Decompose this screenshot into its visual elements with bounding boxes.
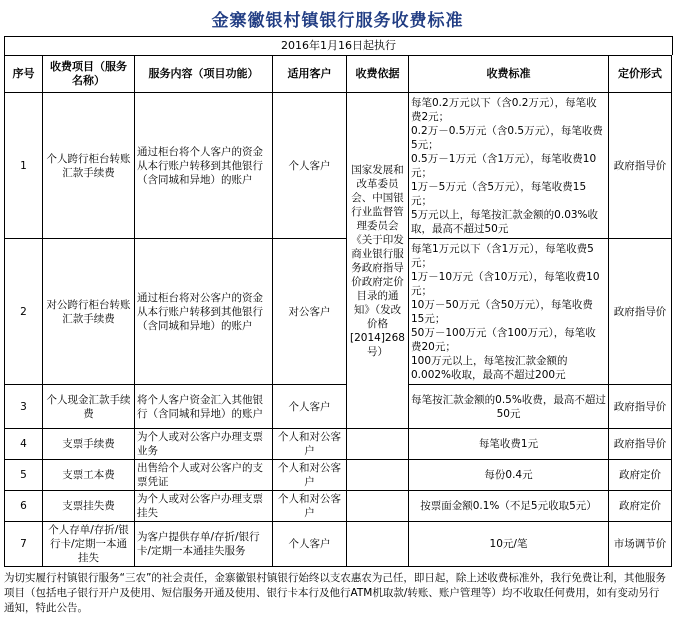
row-content: 出售给个人或对公客户的支票凭证	[135, 460, 273, 491]
standard-line: 1万－5万元（含5万元），每笔收费15元；	[411, 180, 587, 207]
row-content: 为个人或对公客户办理支票挂失	[135, 491, 273, 522]
header-row	[5, 56, 672, 93]
row-item: 支票挂失费	[43, 491, 135, 522]
row-pricing: 政府定价	[609, 491, 672, 522]
effective-date: 2016年1月16日起执行	[4, 36, 673, 55]
standard-line: 10万－50万元（含50万元），每笔收费15元；	[411, 298, 593, 325]
row-content: 通过柜台将对公客户的资金从本行账户转移到其他银行（含同城和异地）的账户	[135, 239, 273, 385]
header-item: 收费项目（服务名称）	[43, 56, 135, 93]
row-customer: 个人和对公客户	[273, 429, 347, 460]
row-standard: 10元/笔	[409, 522, 609, 567]
row-pricing: 政府指导价	[609, 429, 672, 460]
row-no: 1	[5, 93, 43, 239]
standard-line: 5万元以上，每笔按汇款金额的0.03%收取，最高不超过50元	[411, 208, 599, 235]
standard-line: 1万－10万元（含10万元），每笔收费10元；	[411, 270, 600, 297]
basis-empty	[347, 429, 409, 460]
header-no: 序号	[5, 56, 43, 93]
standard-line: 50万－100万元（含100万元），每笔收费20元；	[411, 326, 596, 353]
row-customer: 个人客户	[273, 522, 347, 567]
row-standard: 每笔按汇款金额的0.5%收费，最高不超过50元	[409, 385, 609, 429]
table-row	[5, 460, 672, 491]
row-content: 通过柜台将个人客户的资金从本行账户转移到其他银行（含同城和异地）的账户	[135, 93, 273, 239]
header-standard: 收费标准	[409, 56, 609, 93]
table-row	[5, 429, 672, 460]
row-pricing: 政府指导价	[609, 385, 672, 429]
row-item: 支票工本费	[43, 460, 135, 491]
table-row	[5, 491, 672, 522]
row-item: 个人跨行柜台转账汇款手续费	[43, 93, 135, 239]
row-no: 2	[5, 239, 43, 385]
row-no: 3	[5, 385, 43, 429]
row-standard	[409, 239, 609, 385]
row-standard	[409, 93, 609, 239]
table-row	[5, 522, 672, 567]
standard-line: 0.2万－0.5万元（含0.5万元），每笔收费5元；	[411, 124, 603, 151]
standard-line: 0.5万－1万元（含1万元），每笔收费10元；	[411, 152, 597, 179]
row-customer: 个人客户	[273, 93, 347, 239]
basis-empty	[347, 522, 409, 567]
standard-line: 100万元以上，每笔按汇款金额的0.002%收取，最高不超过200元	[411, 354, 568, 381]
table-row	[5, 239, 672, 385]
row-pricing: 政府指导价	[609, 239, 672, 385]
row-item: 个人现金汇款手续费	[43, 385, 135, 429]
row-no: 5	[5, 460, 43, 491]
row-item: 支票手续费	[43, 429, 135, 460]
row-no: 4	[5, 429, 43, 460]
row-standard: 每笔收费1元	[409, 429, 609, 460]
row-standard: 按票面金额0.1%（不足5元收取5元）	[409, 491, 609, 522]
basis-empty	[347, 491, 409, 522]
header-pricing: 定价形式	[609, 56, 672, 93]
row-no: 6	[5, 491, 43, 522]
row-content: 为客户提供存单/存折/银行卡/定期一本通挂失服务	[135, 522, 273, 567]
footer-note: 为切实履行村镇银行服务“三农”的社会责任，金寨徽银村镇银行始终以支农惠农为己任，即日起，除上述收费标准外，我行免费让利，其他服务项目（包括电子银行开户及使用、短信服务开通及使用、银行卡本行及他行ATM机取款/转账、账户管理等）均不收取任何费用，如有变动另行通知，特此公告。	[4, 572, 666, 614]
header-customer: 适用客户	[273, 56, 347, 93]
row-customer: 对公客户	[273, 239, 347, 385]
basis-empty	[347, 460, 409, 491]
row-pricing: 市场调节价	[609, 522, 672, 567]
fee-table	[4, 55, 672, 567]
row-standard: 每份0.4元	[409, 460, 609, 491]
row-content: 为个人或对公客户办理支票业务	[135, 429, 273, 460]
row-customer: 个人客户	[273, 385, 347, 429]
row-content: 将个人客户资金汇入其他银行（含同城和异地）的账户	[135, 385, 273, 429]
row-item: 对公跨行柜台转账汇款手续费	[43, 239, 135, 385]
header-basis: 收费依据	[347, 56, 409, 93]
fee-basis: 国家发展和改革委员会、中国银行业监督管理委员会《关于印发商业银行服务政府指导价政府定价目录的通知》（发改价格[2014]268号）	[347, 93, 409, 429]
table-row	[5, 385, 672, 429]
row-customer: 个人和对公客户	[273, 491, 347, 522]
row-pricing: 政府定价	[609, 460, 672, 491]
page-title: 金寨徽银村镇银行服务收费标准	[211, 11, 464, 31]
row-item: 个人存单/存折/银行卡/定期一本通挂失	[43, 522, 135, 567]
table-row	[5, 93, 672, 239]
row-no: 7	[5, 522, 43, 567]
header-content: 服务内容（项目功能）	[135, 56, 273, 93]
row-customer: 个人和对公客户	[273, 460, 347, 491]
standard-line: 每笔1万元以下（含1万元），每笔收费5元；	[411, 242, 594, 269]
standard-line: 每笔0.2万元以下（含0.2万元），每笔收费2元；	[411, 96, 597, 123]
row-pricing: 政府指导价	[609, 93, 672, 239]
